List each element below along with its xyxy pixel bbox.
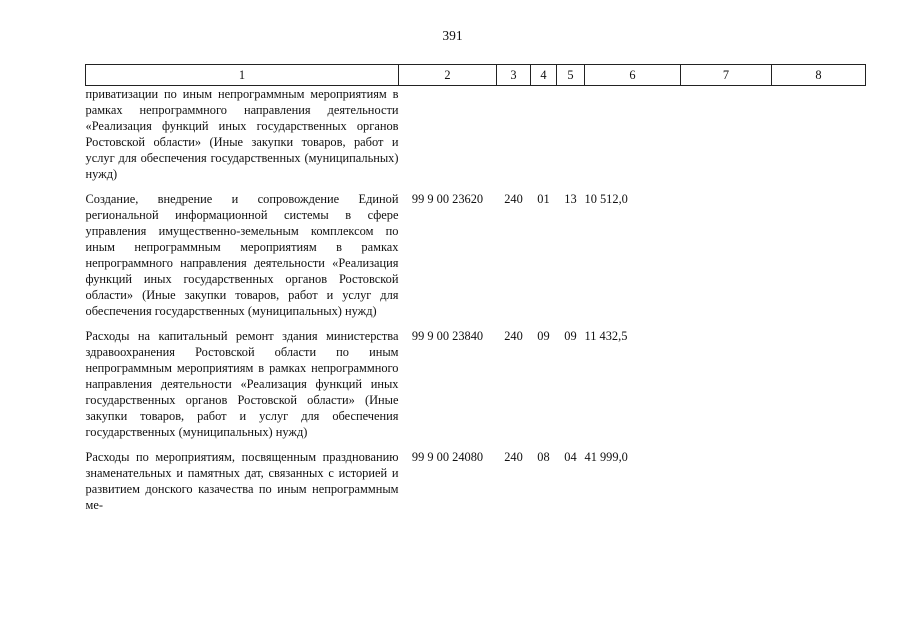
row-col8	[772, 319, 866, 440]
row-sum: 10 512,0	[584, 192, 628, 206]
header-col-8: 8	[772, 65, 866, 86]
row-pr: 04	[564, 450, 577, 464]
row-description: приватизации по иным непрограммным мероприятиям в рамках непрограммного направления деятельности «Реализация функций иных государственных органов Ростовской области» (Иные закупки товаров, работ и услуг для обеспечения государственных (муниципальных) нужд)	[85, 87, 399, 181]
row-col8	[772, 440, 866, 513]
row-description: Создание, внедрение и сопровождение Единой региональной информационной системы в сфере управления имущественно-земельным комплексом по иным непрограммным мероприятиям в рамках непрограммного направления деятельности «Реализация функций иных государственных органов Ростовской области» (Иные закупки товаров, работ и услуг для обеспечения государственных (муниципальных) нужд)	[85, 192, 399, 318]
row-col8	[772, 86, 866, 183]
header-col-5: 5	[557, 65, 585, 86]
row-rz: 09	[537, 329, 550, 343]
row-csr: 99 9 00 23620	[411, 192, 484, 206]
row-sum: 41 999,0	[584, 450, 628, 464]
page-number: 391	[442, 28, 463, 43]
row-csr: 99 9 00 24080	[411, 450, 484, 464]
header-col-6: 6	[585, 65, 681, 86]
row-col7	[681, 319, 772, 440]
row-col7	[681, 86, 772, 183]
row-rz: 01	[537, 192, 550, 206]
row-description: Расходы на капитальный ремонт здания министерства здравоохранения Ростовской области по иным непрограммным мероприятиям в рамках непрограммного направления деятельности «Реализация функций иных государственных органов Ростовской области» (Иные закупки товаров, работ и услуг для обеспечения государственных (муниципальных) нужд)	[85, 329, 399, 439]
header-col-2: 2	[399, 65, 497, 86]
table-row	[86, 86, 866, 183]
row-sum	[585, 86, 681, 183]
row-csr: 99 9 00 23840	[411, 329, 484, 343]
row-col7	[681, 440, 772, 513]
table-header	[86, 65, 866, 86]
row-col7	[681, 182, 772, 319]
row-sum: 11 432,5	[584, 329, 628, 343]
header-col-4: 4	[531, 65, 557, 86]
table-body	[86, 86, 866, 514]
row-vr	[497, 86, 531, 183]
row-rz	[531, 86, 557, 183]
row-pr: 13	[564, 192, 577, 206]
row-vr: 240	[504, 450, 523, 464]
table-row	[86, 182, 866, 319]
row-col8	[772, 182, 866, 319]
table-row	[86, 319, 866, 440]
row-vr: 240	[504, 329, 523, 343]
header-col-3: 3	[497, 65, 531, 86]
row-pr	[557, 86, 585, 183]
table-row	[86, 440, 866, 513]
row-pr: 09	[564, 329, 577, 343]
header-col-1: 1	[86, 65, 399, 86]
row-rz: 08	[537, 450, 550, 464]
header-row	[86, 65, 866, 86]
budget-table	[85, 64, 866, 513]
header-col-7: 7	[681, 65, 772, 86]
row-description: Расходы по мероприятиям, посвященным празднованию знаменательных и памятных дат, связанных с историей и развитием донского казачества по иным непрограммным ме-	[85, 450, 399, 512]
row-vr: 240	[504, 192, 523, 206]
row-csr	[399, 86, 497, 183]
